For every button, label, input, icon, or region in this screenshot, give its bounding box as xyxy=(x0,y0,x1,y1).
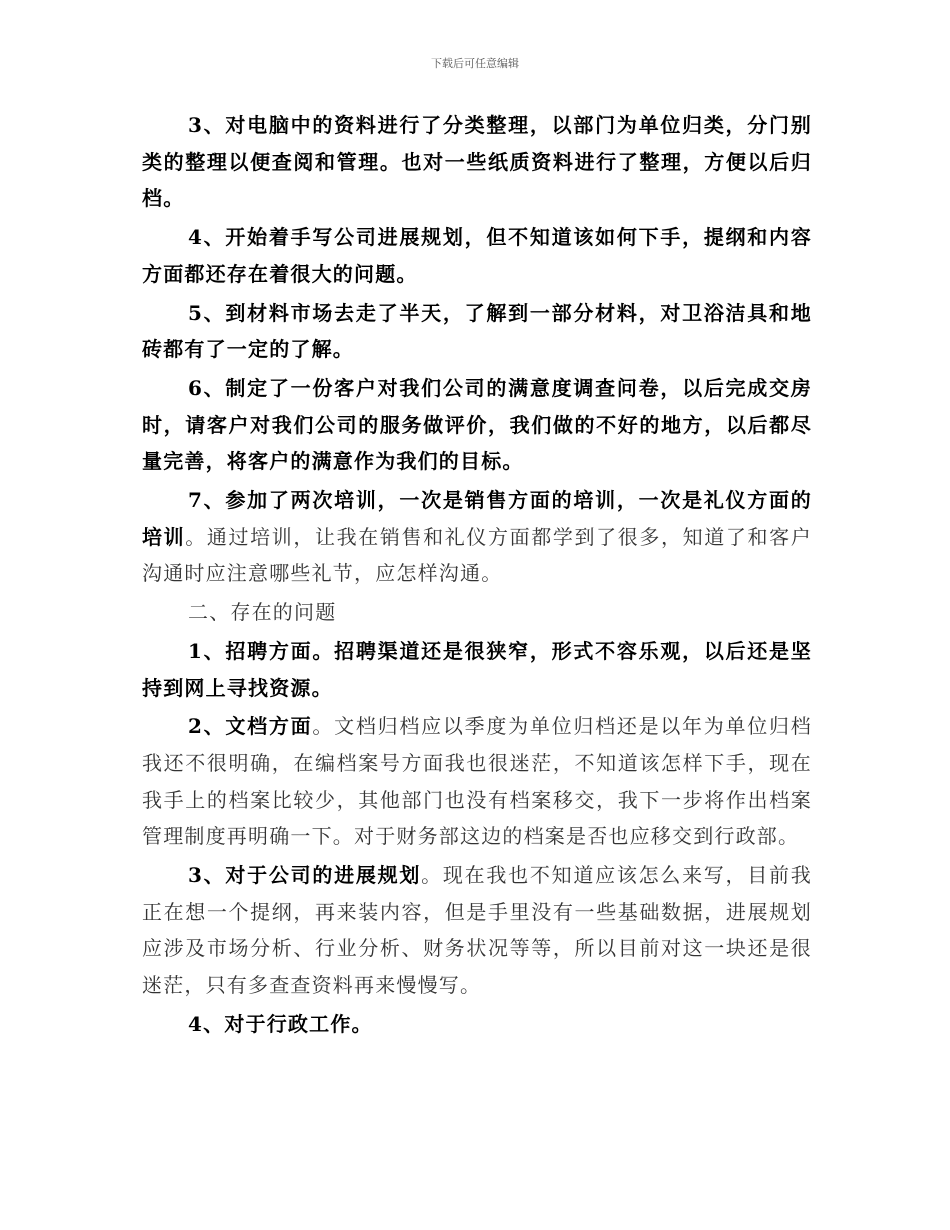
paragraph-bold-text: 4、对于行政工作。 xyxy=(188,1011,373,1036)
problem-item-3 xyxy=(142,857,812,1004)
paragraph-item-7 xyxy=(142,482,812,592)
paragraph-item-6 xyxy=(142,370,812,480)
problem-item-1 xyxy=(142,633,812,706)
paragraph-bold-text: 6、制定了一份客户对我们公司的满意度调查问卷，以后完成交房时，请客户对我们公司的服务做评价，我们做的不好的地方，以后都尽量完善，将客户的满意作为我们的目标。 xyxy=(142,375,812,474)
section-heading-text: 二、存在的问题 xyxy=(188,600,337,625)
paragraph-normal-text: 。通过培训，让我在销售和礼仪方面都学到了很多，知道了和客户沟通时应注意哪些礼节，应怎样沟通。 xyxy=(142,524,812,586)
paragraph-bold-text: 3、对电脑中的资料进行了分类整理，以部门为单位归类，分门别类的整理以便查阅和管理。也对一些纸质资料进行了整理，方便以后归档。 xyxy=(142,113,812,211)
problem-item-4 xyxy=(142,1006,812,1043)
paragraph-normal-text: 。现在我也不知道应该怎么来写，目前我正在想一个提纲，再来装内容，但是手里没有一些基础数据，进展规划应涉及市场分析、行业分析、财务状况等等，所以目前对这一块还是很迷茫，只有多查查资料再来慢慢写。 xyxy=(142,863,812,998)
problem-item-2 xyxy=(142,708,812,855)
paragraph-bold-text: 1、招聘方面。招聘渠道还是很狭窄，形式不容乐观，以后还是坚持到网上寻找资源。 xyxy=(142,638,812,700)
paragraph-item-5 xyxy=(142,295,812,368)
paragraph-bold-text: 2、文档方面 xyxy=(188,714,313,739)
document-body xyxy=(142,107,812,1043)
paragraph-bold-text: 4、开始着手写公司进展规划，但不知道该如何下手，提纲和内容方面都还存在着很大的问题。 xyxy=(142,225,812,286)
paragraph-bold-text: 5、到材料市场去走了半天，了解到一部分材料，对卫浴洁具和地砖都有了一定的了解。 xyxy=(142,300,812,362)
paragraph-item-3 xyxy=(142,107,812,217)
page-header: 下载后可任意编辑 xyxy=(431,57,519,70)
paragraph-bold-text: 7、参加了两次培训，一次是销售方面的培训，一次是礼仪方面的培训 xyxy=(142,488,812,549)
paragraph-bold-text: 3、对于公司的进展规划 xyxy=(188,863,422,888)
section-heading xyxy=(142,594,812,631)
paragraph-normal-text: 。文档归档应以季度为单位归档还是以年为单位归档我还不很明确，在编档案号方面我也很迷茫，不知道该怎样下手，现在我手上的档案比较少，其他部门也没有档案移交，我下一步将作出档案管理制度再明确一下。对于财务部这边的档案是否也应移交到行政部。 xyxy=(142,714,812,849)
paragraph-item-4 xyxy=(142,219,812,292)
